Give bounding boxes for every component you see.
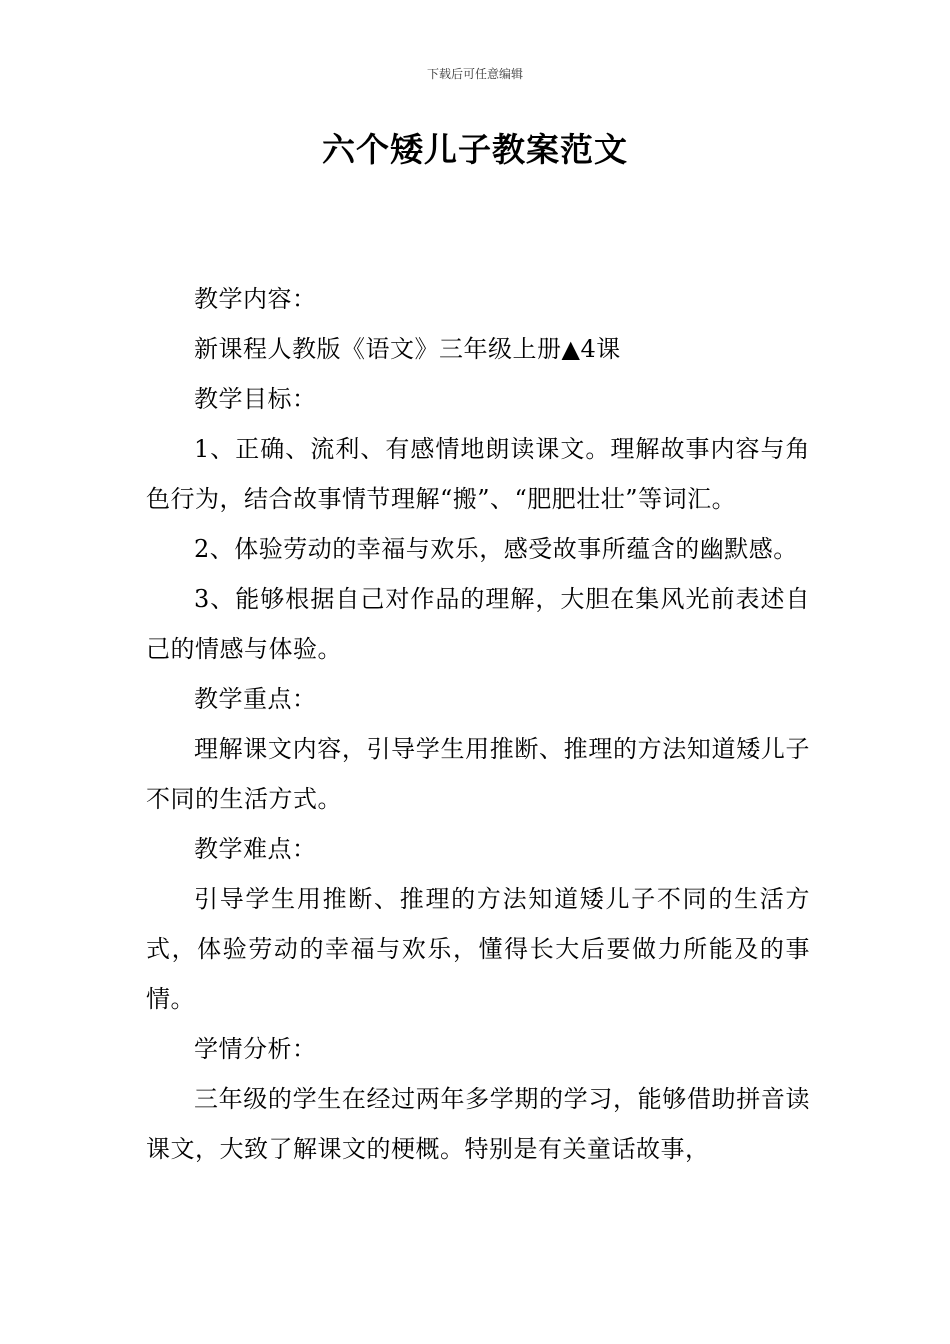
section-heading-key-points: 教学重点： <box>194 685 317 713</box>
paragraph-key-points: 理解课文内容，引导学生用推断、推理的方法知道矮儿子不同的生活方式。 <box>146 735 810 813</box>
paragraph-difficulties: 引导学生用推断、推理的方法知道矮儿子不同的生活方式，体验劳动的幸福与欢乐，懂得长大后要做力所能及的事情。 <box>146 885 810 1013</box>
document-body <box>146 274 810 1174</box>
section-heading-difficulties: 教学难点： <box>194 835 317 863</box>
section-heading-objectives: 教学目标： <box>194 385 317 413</box>
paragraph-objective-1: 1、正确、流利、有感情地朗读课文。理解故事内容与角色行为，结合故事情节理解“搬”、“肥肥壮壮”等词汇。 <box>146 435 810 513</box>
section-heading-analysis: 学情分析： <box>194 1035 317 1063</box>
header-note: 下载后可任意编辑 <box>426 67 523 81</box>
paragraph-analysis: 三年级的学生在经过两年多学期的学习，能够借助拼音读课文，大致了解课文的梗概。特别是有关童话故事， <box>146 1085 810 1163</box>
paragraph-objective-2: 2、体验劳动的幸福与欢乐，感受故事所蕴含的幽默感。 <box>194 535 798 563</box>
paragraph-objective-3: 3、能够根据自己对作品的理解，大胆在集风光前表述自己的情感与体验。 <box>146 585 810 663</box>
paragraph-textbook: 新课程人教版《语文》三年级上册▲4课 <box>194 335 621 363</box>
section-heading-content: 教学内容： <box>194 285 317 313</box>
document-title: 六个矮儿子教案范文 <box>322 130 628 169</box>
